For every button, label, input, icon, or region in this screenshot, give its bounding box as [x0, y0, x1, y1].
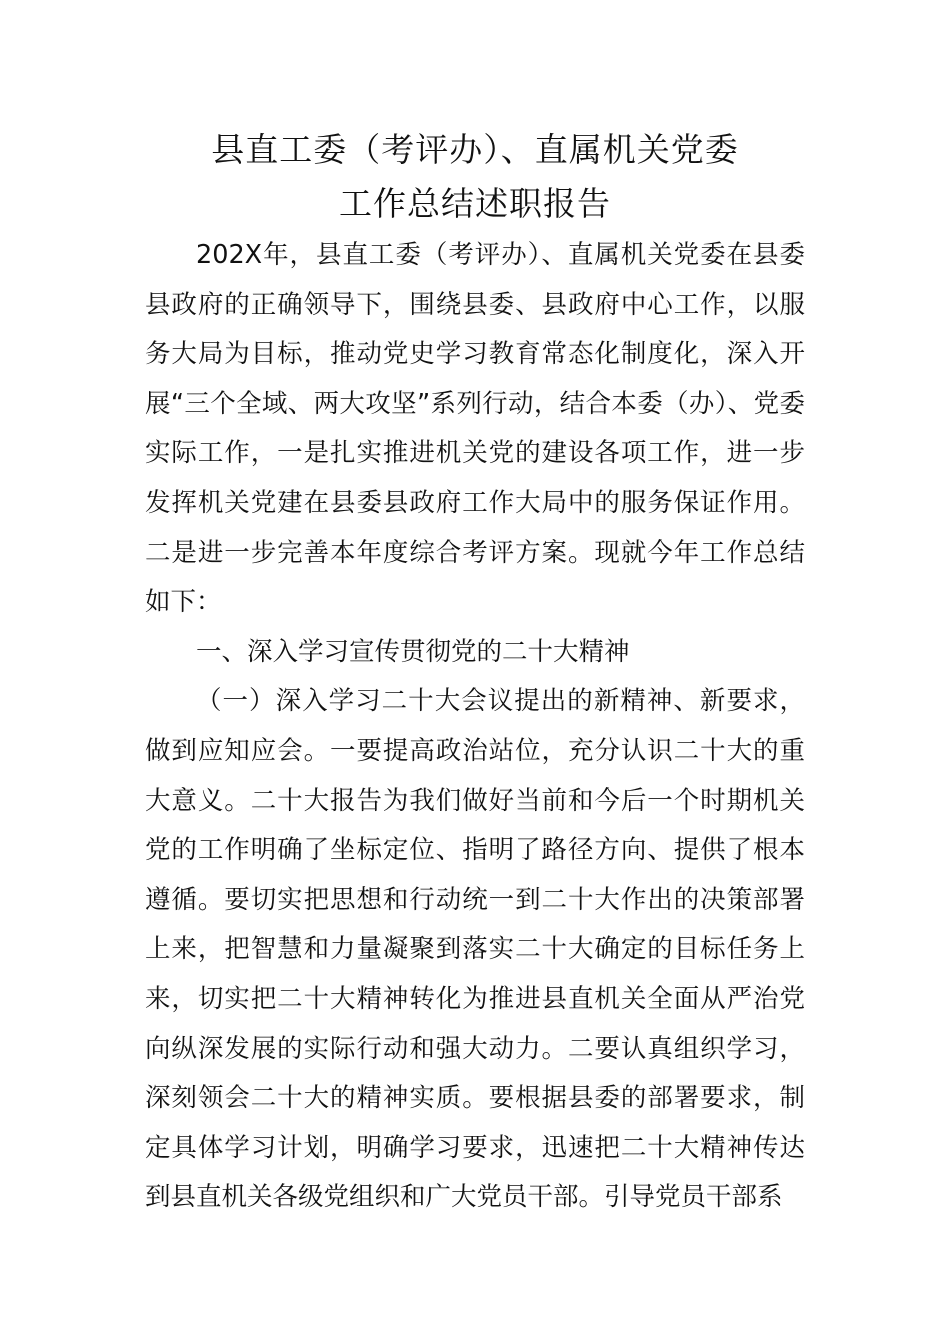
document-title-line-1: 县直工委（考评办）、直属机关党委	[211, 130, 739, 169]
intro-paragraph: 202X年，县直工委（考评办）、直属机关党委在县委县政府的正确领导下，围绕县委、县政府中心工作，以服务大局为目标，推动党史学习教育常态化制度化，深入开展“三个全域、两大攻坚”系列行动，结合本委（办）、党委实际工作，一是扎实推进机关党的建设各项工作，进一步发挥机关党建在县委县政府工作大局中的服务保证作用。二是进一步完善本年度综合考评方案。现就今年工作总结如下：	[145, 240, 805, 618]
document-title-line-2: 工作总结述职报告	[339, 184, 611, 223]
subsection-paragraph-1: （一）深入学习二十大会议提出的新精神、新要求，做到应知应会。一要提高政治站位，充分认识二十大的重大意义。二十大报告为我们做好当前和今后一个时期机关党的工作明确了坐标定位、指明了路径方向、提供了根本遵循。要切实把思想和行动统一到二十大作出的决策部署上来，把智慧和力量凝聚到落实二十大确定的目标任务上来，切实把二十大精神转化为推进县直机关全面从严治党向纵深发展的实际行动和强大动力。二要认真组织学习，深刻领会二十大的精神实质。要根据县委的部署要求，制定具体学习计划，明确学习要求，迅速把二十大精神传达到县直机关各级党组织和广大党员干部。引导党员干部系	[145, 686, 805, 1213]
section-heading-1: 一、深入学习宣传贯彻党的二十大精神	[196, 636, 630, 667]
document-body	[145, 231, 805, 1223]
